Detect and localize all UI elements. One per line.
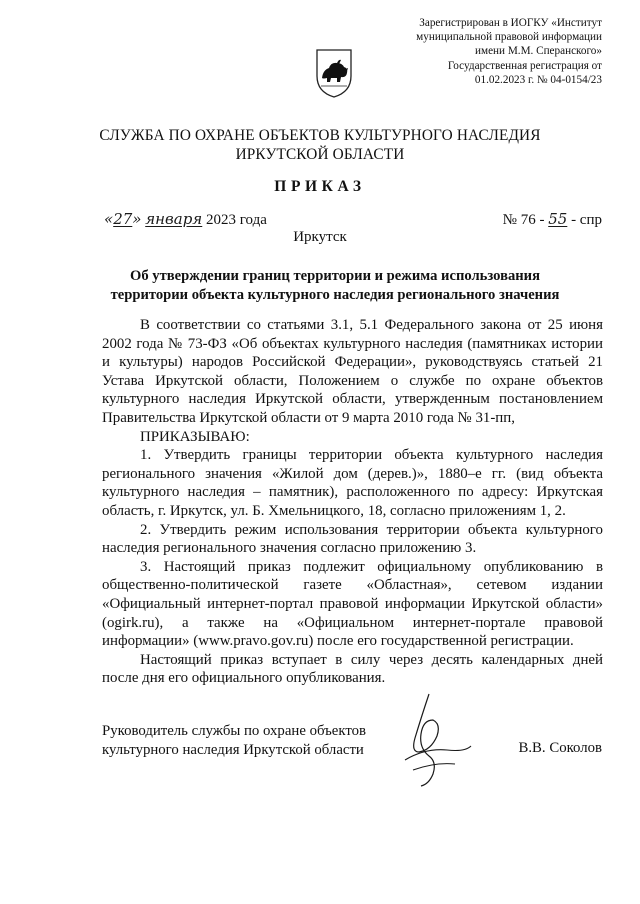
registration-stamp bbox=[342, 16, 602, 87]
order-item-4: Настоящий приказ вступает в силу через десять календарных дней после дня его официального опубликования. bbox=[102, 651, 603, 687]
order-item-1: 1. Утвердить границы территории объекта культурного наследия регионального значения «Жилой дом (дерев.)», 1880–е гг. (вид объекта культурного наследия – памятник), расположенного по адресу: Иркутская область, г. Иркутск, ул. Б. Хмельницкого, 18, согласно приложениям 1, 2. bbox=[102, 447, 603, 519]
document-date bbox=[104, 210, 267, 229]
signatory-name: В.В. Соколов bbox=[518, 740, 602, 756]
date-day: 27 bbox=[113, 210, 133, 228]
organization-name bbox=[0, 126, 640, 164]
document-type: ПРИКАЗ bbox=[274, 178, 366, 195]
signatory-position bbox=[102, 722, 366, 759]
position-line: культурного наследия Иркутской области bbox=[102, 741, 364, 758]
number-suffix: - спр bbox=[571, 212, 602, 228]
registration-line: 01.02.2023 г. № 04-0154/23 bbox=[474, 73, 602, 86]
coat-of-arms-icon bbox=[315, 48, 353, 98]
date-open-quote: « bbox=[104, 210, 114, 228]
date-month: января bbox=[145, 210, 203, 228]
position-line: Руководитель службы по охране объектов bbox=[102, 723, 367, 739]
order-word: ПРИКАЗЫВАЮ: bbox=[140, 428, 250, 445]
document-number bbox=[503, 210, 602, 229]
number-prefix: № 76 - bbox=[502, 212, 545, 228]
org-line: СЛУЖБА ПО ОХРАНЕ ОБЪЕКТОВ КУЛЬТУРНОГО НАСЛЕДИЯ bbox=[99, 127, 541, 144]
document-city: Иркутск bbox=[293, 229, 347, 245]
document-body bbox=[102, 316, 603, 688]
registration-line: имени М.М. Сперанского» bbox=[475, 45, 602, 58]
title-line: территории объекта культурного наследия регионального значения bbox=[110, 286, 560, 303]
order-item-2: 2. Утвердить режим использования территории объекта культурного наследия регионального значения согласно приложению 3. bbox=[102, 521, 603, 557]
order-item-3: 3. Настоящий приказ подлежит официальному опубликованию в общественно-политической газете «Областная», сетевом издании «Официальный интернет-портал правовой информации Иркутской области» (ogirk.ru), а также на «Официальном интернет-портале правовой информации» (www.pravo.gov.ru) после его государственной регистрации. bbox=[102, 558, 603, 650]
handwritten-signature bbox=[385, 690, 477, 790]
document-title bbox=[70, 267, 600, 304]
org-line: ИРКУТСКОЙ ОБЛАСТИ bbox=[235, 146, 405, 163]
registration-line: Государственная регистрация от bbox=[447, 59, 602, 72]
date-close-quote: » bbox=[132, 210, 142, 228]
number-value: 55 bbox=[548, 210, 568, 228]
preamble-paragraph: В соответствии со статьями 3.1, 5.1 Федерального закона от 25 июня 2002 года № 73-ФЗ «Об объектах культурного наследия (памятниках истории и культуры) народов Российской Федерации», руководствуясь статьей 21 Устава Иркутской области, Положением о службе по охране объектов культурного наследия Иркутской области, утвержденным постановлением Правительства Иркутской области от 9 марта 2010 года № 31-пп, bbox=[102, 317, 603, 426]
registration-line: Зарегистрирован в ИОГКУ «Институт bbox=[419, 17, 602, 29]
registration-line: муниципальной правовой информации bbox=[416, 31, 602, 44]
date-year: 2023 года bbox=[206, 212, 267, 228]
title-line: Об утверждении границ территории и режима использования bbox=[130, 268, 540, 284]
